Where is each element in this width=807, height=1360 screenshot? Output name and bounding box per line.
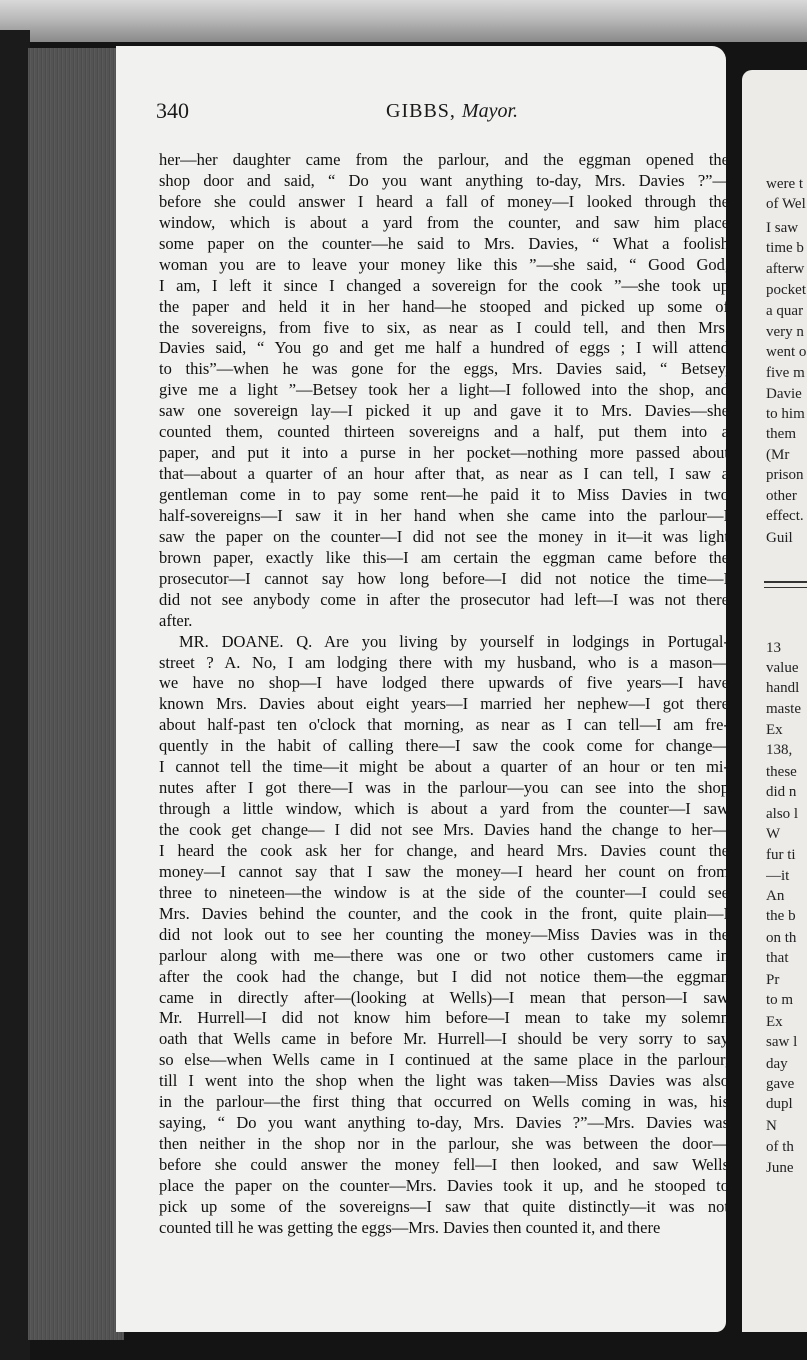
- next-page-fragment: I saw: [766, 220, 799, 236]
- top-scan-border: [0, 0, 807, 42]
- next-page-fragment: Guil: [766, 530, 793, 546]
- next-page-fragment: Davie: [766, 386, 802, 402]
- next-page-fragment: prison: [766, 467, 804, 483]
- next-page-fragment: other: [766, 488, 797, 504]
- text-line: oath that Wells came in before Mr. Hurrell—I should be very sorry to say: [159, 1029, 729, 1049]
- next-page-fragment: to m: [766, 992, 794, 1008]
- text-line: give me a light ”—Betsey took her a light—I followed into the shop, and: [159, 380, 729, 400]
- text-line: street ? A. No, I am lodging there with my husband, who is a mason—: [159, 652, 729, 672]
- running-head: [386, 100, 518, 123]
- text-line: the cook get change— I did not see Mrs. Davies hand the change to her—: [159, 820, 729, 840]
- text-line: to this”—when he was gone for the eggs, Mrs. Davies said, “ Betsey,: [159, 359, 729, 379]
- next-page-fragment: Ex: [766, 722, 783, 738]
- next-page-fragment: on th: [766, 930, 797, 946]
- next-page-fragment: a quar: [766, 303, 804, 319]
- text-line: her—her daughter came from the parlour, and the eggman opened the: [159, 150, 729, 169]
- next-page-fragment: day: [766, 1056, 788, 1072]
- running-head-title: Mayor.: [461, 100, 519, 122]
- next-page-fragment: saw l: [766, 1034, 798, 1050]
- next-page-fragment: effect.: [766, 508, 804, 524]
- next-page: [742, 70, 807, 1332]
- text-line: woman you are to leave your money like this ”—she said, “ Good God,: [159, 254, 729, 274]
- text-line: some paper on the counter—he said to Mrs. Davies, “ What a foolish: [159, 233, 729, 253]
- text-line: after the cook had the change, but I did not notice them—the eggman: [159, 966, 729, 986]
- next-page-fragment: 138,: [766, 742, 793, 758]
- next-page-fragment: of th: [766, 1139, 794, 1155]
- next-page-fragment: handl: [766, 680, 800, 696]
- text-line: prosecutor—I cannot say how long before—I did not notice the time—I: [159, 568, 729, 588]
- text-line: three to nineteen—the window is at the side of the counter—I could see: [159, 882, 729, 902]
- next-page-fragment: to him: [766, 406, 805, 422]
- text-line: counted till he was getting the eggs—Mrs. Davies then counted it, and there: [159, 1217, 661, 1237]
- next-page-fragment: N: [766, 1118, 777, 1134]
- next-page-fragment: June: [766, 1160, 794, 1176]
- text-line: I heard the cook ask her for change, and heard Mrs. Davies count the: [159, 840, 729, 860]
- page-edges: [28, 48, 124, 1340]
- next-page-fragment: these: [766, 764, 797, 780]
- text-line: the paper and held it in her hand—he stooped and picked up some of: [159, 296, 729, 316]
- next-page-fragment: gave: [766, 1076, 795, 1092]
- text-line: Davies said, “ You go and get me half a hundred of eggs ; I will attend: [159, 338, 729, 358]
- text-line: that—about a quarter of an hour after that, as near as I can tell, I saw a: [159, 464, 729, 484]
- text-line: I am, I left it since I changed a sovereign for the cook ”—she took up: [159, 275, 729, 295]
- text-line: saw the paper on the counter—I did not see the money in it—it was light: [159, 526, 729, 546]
- text-line: about half-past ten o'clock that morning, as near as I can tell—I am fre-: [159, 715, 729, 735]
- text-line: came in directly after—(looking at Wells)—I mean that person—I saw: [159, 987, 729, 1007]
- text-line: did not look out to see her counting the money—Miss Davies was in the: [159, 924, 729, 944]
- text-line: nutes after I got there—I was in the parlour—you can see into the shop: [159, 778, 729, 798]
- text-line: I cannot tell the time—it might be about a quarter of an hour or ten mi-: [159, 757, 729, 777]
- text-line: MR. DOANE. Q. Are you living by yourself in lodgings in Portugal-: [179, 631, 729, 651]
- next-page-fragment: very n: [766, 324, 804, 340]
- text-line: so else—when Wells came in I continued at the same place in the parlour,: [159, 1050, 729, 1070]
- text-line: quently in the habit of calling there—I saw the cook come for change—: [159, 736, 729, 756]
- next-page-fragment: (Mr: [766, 447, 790, 463]
- page-header: [156, 98, 711, 128]
- text-line: place the paper on the counter—Mrs. Davies took it up, and he stooped to: [159, 1175, 729, 1195]
- next-page-fragment: the b: [766, 908, 796, 924]
- text-line: shop door and said, “ Do you want anything to-day, Mrs. Davies ?”—: [159, 170, 729, 190]
- running-head-name: GIBBS,: [386, 100, 456, 122]
- next-page-fragment: that: [766, 950, 789, 966]
- text-line: did not see anybody come in after the prosecutor had left—I was not there: [159, 589, 729, 609]
- text-line: saw one sovereign lay—I picked it up and gave it to Mrs. Davies—she: [159, 401, 729, 421]
- text-line: till I went into the shop when the light was taken—Miss Davies was also: [159, 1071, 729, 1091]
- next-page-fragment: also l: [766, 806, 799, 822]
- text-line: we have no shop—I have lodged there upwards of five years—I have: [159, 673, 729, 693]
- text-line: window, which is about a yard from the counter, and saw him place: [159, 212, 729, 232]
- next-page-rule: [764, 581, 807, 583]
- next-page-fragment: of Wel: [766, 196, 806, 212]
- text-line: gentleman come in to pay some rent—he paid it to Miss Davies in two: [159, 485, 729, 504]
- next-page-fragment: Pr: [766, 972, 780, 988]
- book-spine: [0, 30, 30, 1360]
- book-page: [116, 46, 729, 1332]
- next-page-fragment: maste: [766, 701, 801, 717]
- next-page-fragment: An: [766, 888, 785, 904]
- text-line: paper, and put it into a purse in her pocket—nothing more passed about: [159, 443, 729, 463]
- next-page-fragment: Ex: [766, 1014, 783, 1030]
- next-page-fragment: time b: [766, 240, 804, 256]
- next-page-fragment: them: [766, 426, 796, 442]
- text-line: Mr. Hurrell—I did not know him before—I mean to take my solemn: [159, 1008, 729, 1028]
- text-line: brown paper, exactly like this—I am certain the eggman came before the: [159, 547, 729, 567]
- next-page-fragment: did n: [766, 784, 797, 800]
- next-page-fragment: value: [766, 660, 799, 676]
- next-page-fragment: pocket: [766, 282, 806, 298]
- text-line: saying, “ Do you want anything to-day, Mrs. Davies ?”—Mrs. Davies was: [159, 1113, 729, 1133]
- next-page-rule-2: [764, 587, 807, 588]
- text-line: counted them, counted thirteen sovereigns and a half, put them into a: [159, 422, 729, 442]
- text-line: in the parlour—the first thing that occurred on Wells coming in was, his: [159, 1092, 729, 1112]
- text-line: through a little window, which is about a yard from the counter—I saw: [159, 799, 729, 819]
- text-line: pick up some of the sovereigns—I saw that quite distinctly—it was not: [159, 1196, 729, 1216]
- page-number: 340: [156, 98, 189, 123]
- text-line: then neither in the shop nor in the parlour, she was between the door—: [159, 1134, 729, 1154]
- next-page-fragment: were t: [766, 176, 804, 192]
- next-page-fragment: went o: [766, 344, 807, 360]
- text-line: Mrs. Davies behind the counter, and the cook in the front, quite plain—I: [159, 903, 729, 923]
- text-line: known Mrs. Davies about eight years—I married her nephew—I got there: [159, 694, 729, 714]
- text-line: after.: [159, 610, 193, 630]
- next-page-fragment: dupl: [766, 1096, 793, 1112]
- text-line: before she could answer I heard a fall of money—I looked through the: [159, 191, 729, 211]
- text-line: money—I cannot say that I saw the money—I heard her count on from: [159, 861, 729, 881]
- next-page-fragment: fur ti: [766, 847, 796, 863]
- text-line: half-sovereigns—I saw it in her hand when she came into the parlour—I: [159, 505, 729, 525]
- next-page-fragment: —it: [766, 868, 790, 884]
- next-page-fragment: W: [766, 826, 781, 842]
- next-page-fragment: 13: [766, 640, 781, 656]
- text-line: parlour along with me—there was one or two other customers came in: [159, 945, 729, 965]
- next-page-fragment: afterw: [766, 261, 805, 277]
- text-line: before she could answer the money fell—I then looked, and saw Wells: [159, 1155, 729, 1175]
- next-page-fragment: five m: [766, 365, 805, 381]
- body-text: [159, 150, 729, 1239]
- text-line: the sovereigns, from five to six, as near as I could tell, and then Mrs.: [159, 317, 729, 337]
